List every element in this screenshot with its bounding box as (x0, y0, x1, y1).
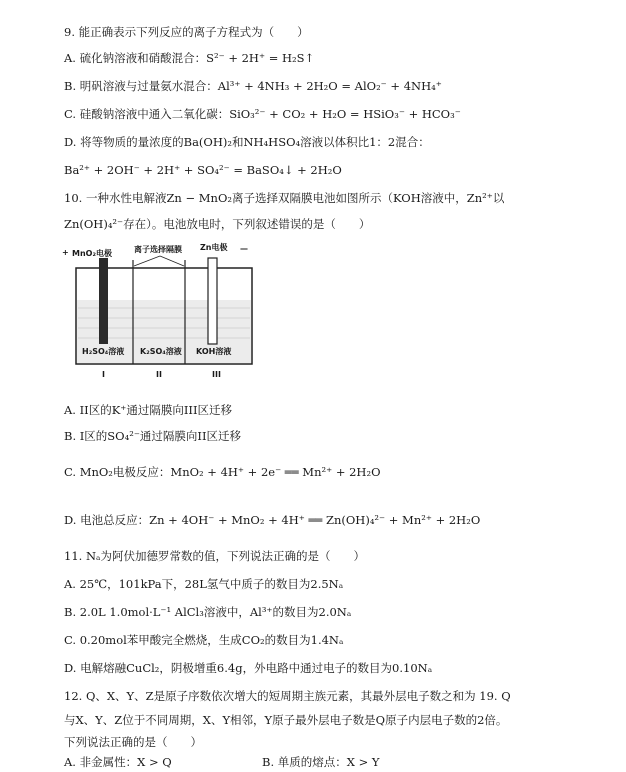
label-region-1: I (102, 370, 105, 379)
label-region-2: II (156, 370, 162, 379)
label-zn-electrode: Zn电极 (200, 243, 228, 252)
label-membrane: 离子选择隔膜 (134, 245, 182, 254)
q11-stem: 11. Nₐ为阿伏加德罗常数的值，下列说法正确的是（ ） (64, 549, 365, 563)
q10-stem-line2: Zn(OH)₄²⁻存在）。电池放电时，下列叙述错误的是（ ） (64, 217, 371, 231)
q12-option-a: A. 非金属性：X > Q (64, 755, 172, 769)
label-solution-1: H₂SO₄溶液 (82, 347, 125, 356)
q10-option-c: C. MnO₂电极反应：MnO₂ + 4H⁺ + 2e⁻ ══ Mn²⁺ + 2H₂O (64, 465, 381, 479)
q11-option-a: A. 25℃，101kPa下，28L氢气中质子的数目为2.5Nₐ (64, 577, 344, 591)
q12-stem-line1: 12. Q、X、Y、Z是原子序数依次增大的短周期主族元素，其最外层电子数之和为 19. Q (64, 689, 511, 703)
q9-option-a: A. 硫化钠溶液和硝酸混合：S²⁻ + 2H⁺ = H₂S↑ (64, 51, 315, 65)
q11-option-d: D. 电解熔融CuCl₂，阴极增重6.4g，外电路中通过电子的数目为0.10Nₐ (64, 661, 433, 675)
q10-option-d: D. 电池总反应：Zn + 4OH⁻ + MnO₂ + 4H⁺ ══ Zn(OH)₄²⁻ + Mn²⁺ + 2H₂O (64, 513, 481, 527)
q9-option-d-equation: Ba²⁺ + 2OH⁻ + 2H⁺ + SO₄²⁻ = BaSO₄↓ + 2H₂O (64, 163, 342, 177)
q10-option-b: B. I区的SO₄²⁻通过隔膜向II区迁移 (64, 429, 241, 443)
battery-diagram (62, 238, 262, 384)
membrane-leader-right (160, 256, 184, 266)
membrane-leader-left (134, 256, 160, 266)
q12-stem-line2: 与X、Y、Z位于不同周期，X、Y相邻，Y原子最外层电子数是Q原子内层电子数的2倍。 (64, 713, 508, 727)
zn-electrode (208, 258, 217, 344)
q10-option-a: A. II区的K⁺通过隔膜向III区迁移 (64, 403, 232, 417)
q12-option-b: B. 单质的熔点：X > Y (262, 755, 380, 769)
q9-option-d: D. 将等物质的量浓度的Ba(OH)₂和NH₄HSO₄溶液以体积比1：2混合： (64, 135, 430, 149)
battery-diagram-svg (62, 238, 262, 384)
label-mno2-electrode: MnO₂电极 (72, 249, 112, 258)
q9-stem: 9. 能正确表示下列反应的离子方程式为（ ） (64, 25, 309, 39)
q10-stem-line1: 10. 一种水性电解液Zn − MnO₂离子选择双隔膜电池如图所示（KOH溶液中，Zn²⁺以 (64, 191, 505, 205)
plus-terminal: + (62, 248, 69, 257)
label-solution-2: K₂SO₄溶液 (140, 347, 182, 356)
q11-option-c: C. 0.20mol苯甲酸完全燃烧，生成CO₂的数目为1.4Nₐ (64, 633, 344, 647)
q11-option-b: B. 2.0L 1.0mol·L⁻¹ AlCl₃溶液中，Al³⁺的数目为2.0Nₐ (64, 605, 352, 619)
label-region-3: III (212, 370, 221, 379)
q9-option-c: C. 硅酸钠溶液中通入二氧化碳：SiO₃²⁻ + CO₂ + H₂O = HSiO₃⁻ + HCO₃⁻ (64, 107, 461, 121)
mno2-electrode (99, 258, 108, 344)
q12-stem-line3: 下列说法正确的是（ ） (64, 735, 202, 749)
q9-option-b: B. 明矾溶液与过量氨水混合：Al³⁺ + 4NH₃ + 2H₂O = AlO₂⁻ + 4NH₄⁺ (64, 79, 442, 93)
minus-terminal: — (240, 244, 248, 253)
label-solution-3: KOH溶液 (196, 347, 232, 356)
